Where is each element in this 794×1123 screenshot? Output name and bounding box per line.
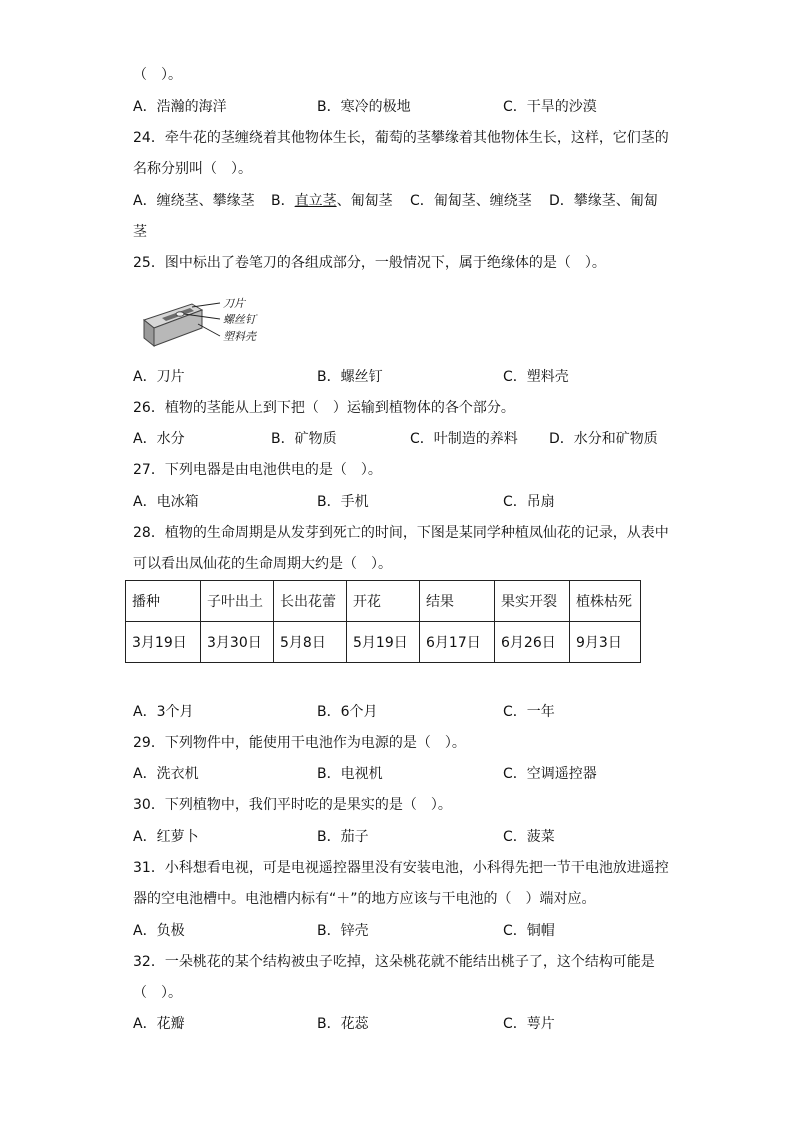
table-cell: 5月19日 [347, 622, 420, 663]
table-cell: 3月30日 [201, 622, 274, 663]
figure-label-screw: 螺丝钉 [223, 313, 256, 326]
q32-option-c[interactable]: C．萼片 [503, 1016, 555, 1032]
q24-option-b-underlined: 直立茎 [294, 193, 337, 209]
figure-label-shell: 塑料壳 [223, 330, 256, 343]
table-header-cell: 开花 [347, 581, 420, 622]
q26-option-a[interactable]: A．水分 [133, 431, 185, 447]
q29-option-a[interactable]: A．洗衣机 [133, 766, 199, 782]
q32-option-a[interactable]: A．花瓣 [133, 1016, 185, 1032]
q25-option-a[interactable]: A．刀片 [133, 369, 185, 385]
q24-option-b[interactable] [271, 191, 393, 211]
table-row [126, 622, 641, 663]
q27-option-c[interactable]: C．吊扇 [503, 494, 555, 510]
table-header-cell: 植株枯死 [570, 581, 641, 622]
question-25-text: 25．图中标出了卷笔刀的各组成部分，一般情况下，属于绝缘体的是（ ）。 [133, 255, 606, 271]
q25-option-c[interactable]: C．塑料壳 [503, 369, 569, 385]
pencil-sharpener-figure [140, 292, 280, 350]
table-cell: 6月26日 [495, 622, 570, 663]
table-header-cell: 果实开裂 [495, 581, 570, 622]
life-cycle-table [125, 580, 641, 663]
q27-option-a[interactable]: A．电冰箱 [133, 494, 199, 510]
question-30-text: 30．下列植物中，我们平时吃的是果实的是（ ）。 [133, 797, 452, 813]
q24-option-d[interactable]: D．攀缘茎、匍匐 [549, 193, 658, 209]
table-header-cell: 长出花蕾 [274, 581, 347, 622]
q26-option-d[interactable]: D．水分和矿物质 [549, 431, 658, 447]
q31-option-b[interactable]: B．锌壳 [317, 923, 369, 939]
q30-option-c[interactable]: C．菠菜 [503, 829, 555, 845]
question-tail: （ ）。 [133, 67, 182, 83]
table-header-row [126, 581, 641, 622]
table-cell: 5月8日 [274, 622, 347, 663]
question-27-text: 27．下列电器是由电池供电的是（ ）。 [133, 462, 382, 478]
q24-option-b-prefix: B． [271, 193, 295, 209]
question-28-text-line1: 28．植物的生命周期是从发芽到死亡的时间，下图是某同学种植凤仙花的记录，从表中 [133, 525, 669, 541]
q24-option-c[interactable]: C．匍匐茎、缠绕茎 [410, 193, 532, 209]
table-cell: 3月19日 [126, 622, 201, 663]
q29-option-b[interactable]: B．电视机 [317, 766, 383, 782]
q29-option-c[interactable]: C．空调遥控器 [503, 766, 597, 782]
q26-option-b[interactable]: B．矿物质 [271, 431, 337, 447]
table-cell: 6月17日 [420, 622, 495, 663]
q30-option-a[interactable]: A．红萝卜 [133, 829, 199, 845]
q25-option-b[interactable]: B．螺丝钉 [317, 369, 383, 385]
q31-option-a[interactable]: A．负极 [133, 923, 185, 939]
q26-option-c[interactable]: C．叶制造的养料 [410, 431, 518, 447]
question-31-text-line1: 31．小科想看电视，可是电视遥控器里没有安装电池，小科得先把一节干电池放进遥控 [133, 860, 669, 876]
question-24-text-line2: 名称分别叫（ ）。 [133, 161, 252, 177]
q27-option-b[interactable]: B．手机 [317, 494, 369, 510]
option-b[interactable]: B．寒冷的极地 [317, 99, 411, 115]
q28-option-b[interactable]: B．6个月 [317, 704, 378, 720]
question-28-text-line2: 可以看出凤仙花的生命周期大约是（ ）。 [133, 556, 392, 572]
q30-option-b[interactable]: B．茄子 [317, 829, 369, 845]
table-header-cell: 子叶出土 [201, 581, 274, 622]
question-32-text-line1: 32．一朵桃花的某个结构被虫子吃掉，这朵桃花就不能结出桃子了，这个结构可能是 [133, 954, 655, 970]
question-26-text: 26．植物的茎能从上到下把（ ）运输到植物体的各个部分。 [133, 400, 515, 416]
q31-option-c[interactable]: C．铜帽 [503, 923, 555, 939]
q24-option-d-wrap: 茎 [133, 224, 147, 240]
question-24-text-line1: 24．牵牛花的茎缠绕着其他物体生长，葡萄的茎攀缘着其他物体生长，这样，它们茎的 [133, 130, 669, 146]
table-cell: 9月3日 [570, 622, 641, 663]
table-header-cell: 播种 [126, 581, 201, 622]
q24-option-b-rest: 、匍匐茎 [336, 193, 393, 209]
figure-label-blade: 刀片 [223, 297, 245, 310]
q32-option-b[interactable]: B．花蕊 [317, 1016, 369, 1032]
question-32-text-line2: （ ）。 [133, 985, 182, 1001]
option-a[interactable]: A．浩瀚的海洋 [133, 99, 227, 115]
q28-option-c[interactable]: C．一年 [503, 704, 555, 720]
q24-option-a[interactable]: A．缠绕茎、攀缘茎 [133, 193, 255, 209]
option-c[interactable]: C．干旱的沙漠 [503, 99, 597, 115]
question-29-text: 29．下列物件中，能使用干电池作为电源的是（ ）。 [133, 735, 466, 751]
q28-option-a[interactable]: A．3个月 [133, 704, 194, 720]
question-31-text-line2: 器的空电池槽中。电池槽内标有“＋”的地方应该与干电池的（ ）端对应。 [133, 891, 596, 907]
table-header-cell: 结果 [420, 581, 495, 622]
